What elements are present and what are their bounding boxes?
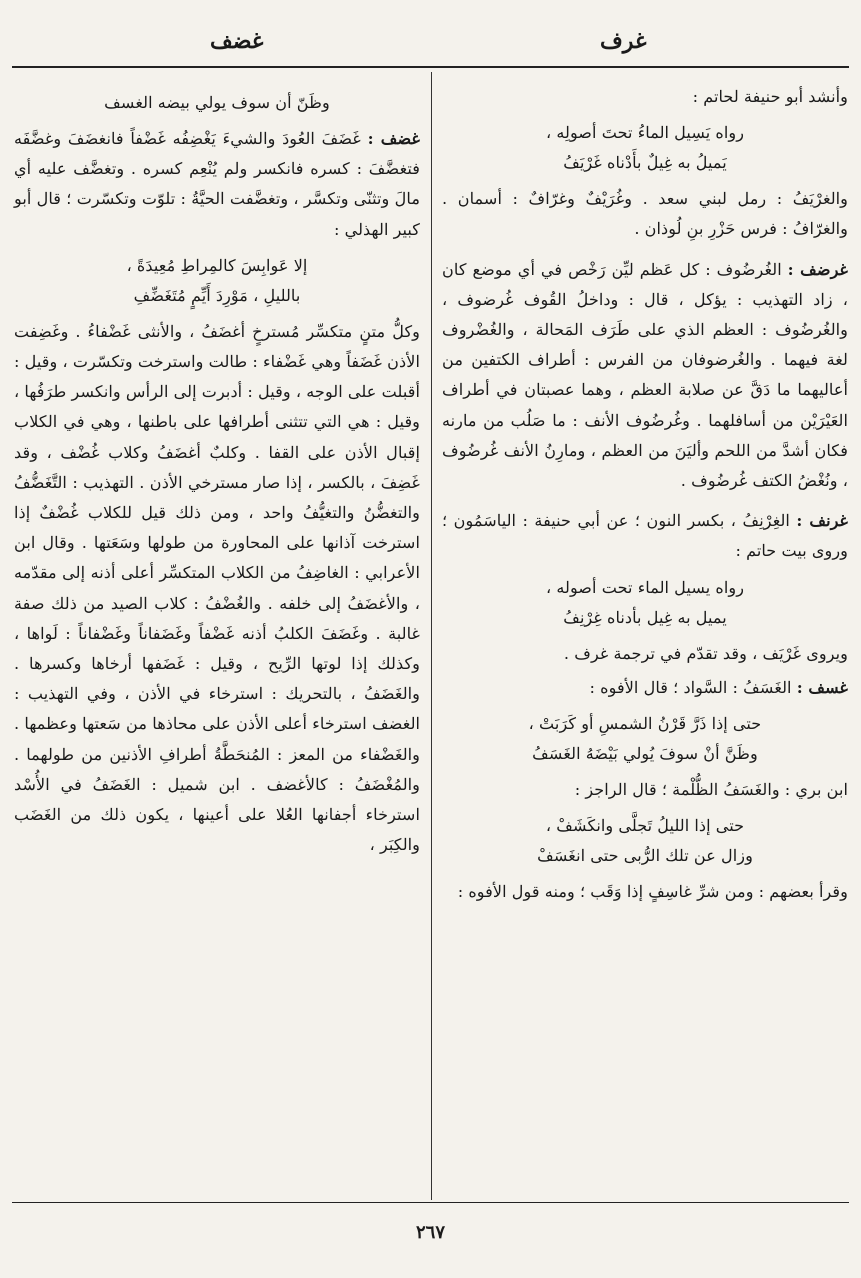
header-left-title: غضف [210, 28, 264, 54]
verse [442, 573, 848, 633]
verse-line: حتى إذا الليلُ تَجلَّى وانكَشَفْ ، [545, 816, 745, 836]
entry-head: غرضف : [787, 259, 848, 279]
entry-head: غضف : [367, 129, 420, 148]
verse-line: وزال عن تلك الرُّبى حتى انغَسَفْ [537, 846, 753, 866]
left-column [14, 82, 420, 864]
entry-ghasaf [442, 673, 848, 703]
verse-line: إلا عَوابِسَ كالمِراطِ مُعِيدَةً ، [126, 255, 308, 275]
right-column [442, 82, 848, 911]
verse-line: يَميلُ به غِيلٌ بأَدْناه غَرْيَفُ [563, 153, 727, 173]
header-right-title: غرف [600, 28, 647, 54]
verse-line: بالليلِ ، مَوْرِدَ أَيِّمٍ مُتَغَضِّفِ [133, 285, 301, 305]
verse [14, 88, 420, 118]
entry-body: غَضَفَ العُودَ والشيءَ يَغْضِفُه غَضْفاً فانغضَفَ وغضَّفَه فتغضَّفَ : كسره فانكسر ولم يُنْعِم كسره . وتغضَّف عليه أي مالَ وتثنّى وتكسَّر ، وتغضَّفت الحيَّةُ : تلوّت وتكسّرت ؛ قال أبو كبير الهذلي : [14, 129, 420, 239]
paragraph: والغرْيَفُ : رمل لبني سعد . وغُرَيْفٌ وغرّافٌ : أسمان . والغرّافُ : فرس حَزْرِ بنِ لُوذان . [442, 189, 848, 239]
paragraph: ابن بري : والغَسَفُ الظُّلْمة ؛ قال الراجز : [574, 780, 848, 800]
verse [442, 811, 848, 871]
top-rule [12, 66, 849, 68]
paragraph: وأنشد أبو حنيفة لحاتم : [692, 87, 848, 106]
page-number: ٢٦٧ [415, 1222, 445, 1243]
verse [14, 251, 420, 311]
entry-body: الغَسَفُ : السَّواد ؛ قال الأفوه : [589, 677, 792, 697]
entry-ghadaf [14, 124, 420, 245]
entry-head: غرنف : [796, 511, 848, 531]
entry-gharadh [442, 255, 848, 497]
entry-head: غسف : [796, 677, 848, 697]
verse-line: رواه يَسِيل الماءُ تحتَ أصولِه ، [545, 123, 745, 143]
column-divider [431, 72, 432, 1200]
bottom-rule [12, 1202, 849, 1203]
verse-line: رواه يسيل الماء تحت أصوله ، [545, 577, 745, 597]
verse-line: وظَنَّ أنْ سوفَ يُولي بَيْضَهُ الغَسَفُ [532, 744, 758, 764]
verse-line: وظَنّ أن سوف يولي بيضه الغسف [104, 93, 330, 112]
entry-body: الغُرضُوف : كل عَظم ليِّن رَخْص في أي موضع كان ، زاد التهذيب : يؤكل ، قال : وداخلُ القُوف غُرضوف ، والغُرضُوف : العظم الذي على طَرَف المَحالة ، والغُضْروف لغة فيهما . والغُرضوفان من الفرس : أطراف الكتفين من أعاليهما ما دَقَّ عن صلابة العظم ، وهما عصبتان في أطراف العَيْرَيْن من أسافلهما . وغُرضُوف الأنف : ما صَلُب من مارنه فكان أشدَّ من اللحم وأليَنَ من العظم ، ومارِنُ الأنف غُرضُوف ، ونُغْضُ الكتف غُرضُوف . [442, 259, 848, 491]
verse-line: حتى إذا ذَرَّ قَرْنُ الشمسِ أو كَرَبَتْ ، [528, 714, 762, 734]
paragraph: وكلُّ متنٍ متكسِّر مُسترخٍ أغضَفُ ، والأنثى غَضْفاءُ . وغَضِفت الأذن غَضَفاً وهي غَضْفاء : طالت واسترخت وتكسّرت ، وقيل : أقبلت على الوجه ، وقيل : أدبرت إلى الرأس وانكسر طرَفُها ، وقيل : هي التي تتثنى أطرافها على باطنها ، وهي في الكلاب إقبال الأذن على القفا . وكلبٌ أغضَفُ وكلاب غُضْف ، وقد غَضِفَ ، بالكسر ، إذا صار مسترخي الأذن . التهذيب : التَّغَضُّفُ والتغضُّنُ والتغيُّفُ واحد ، ومن ذلك قيل للكلاب غُضْفٌ إذا استرخت آذانها على المحاورة من طولها وسَعَتها . وقال ابن الأعرابي : الغاضِفُ من الكلاب المتكسِّر أعلى أذنه إلى مقدّمه ، والأغضَفُ إلى خلفه . والغُضْفُ : كلاب الصيد من ذلك صفة غالبة . وغَضَفَ الكلبُ أذنه غَضْفاً وغَضَفاناً وغَضْفاناً : لَواها ، وكذلك إذا لوتها الرِّيح ، وقيل : غَضَفها أرخاها وكسرها . والغَضَفُ ، بالتحريك : استرخاء في الأذن ، وفي التهذيب : الغضف استرخاء أعلى الأذن على محاذها من سَعتها وعظمها . والغَضْفاء من المعز : المُنحَطَّةُ أطرافِ الأذنين من طولهما . والمُغْضَفُ : كالأغضف . ابن شميل : الغَضَفُ في الأُسْد استرخاء أجفانها العُلا على أعينها ، يكون ذلك من الغَضَب والكِبَر ، [14, 321, 420, 855]
verse [442, 709, 848, 769]
verse [442, 118, 848, 178]
entry-gharnaf [442, 506, 848, 566]
verse-line: يميل به غِيل بأدناه غِرْنِفُ [563, 607, 727, 627]
paragraph: وقرأ بعضهم : ومن شرِّ غاسِفٍ إذا وَقَب ؛ ومنه قول الأفوه : [457, 882, 848, 902]
paragraph: ويروى غَرْيَف ، وقد تقدّم في ترجمة غرف . [563, 643, 848, 663]
entry-body: الغِرْنِفُ ، بكسر النون ؛ عن أبي حنيفة : الياسَمُون ؛ وروى بيت حاتم : [442, 511, 848, 561]
